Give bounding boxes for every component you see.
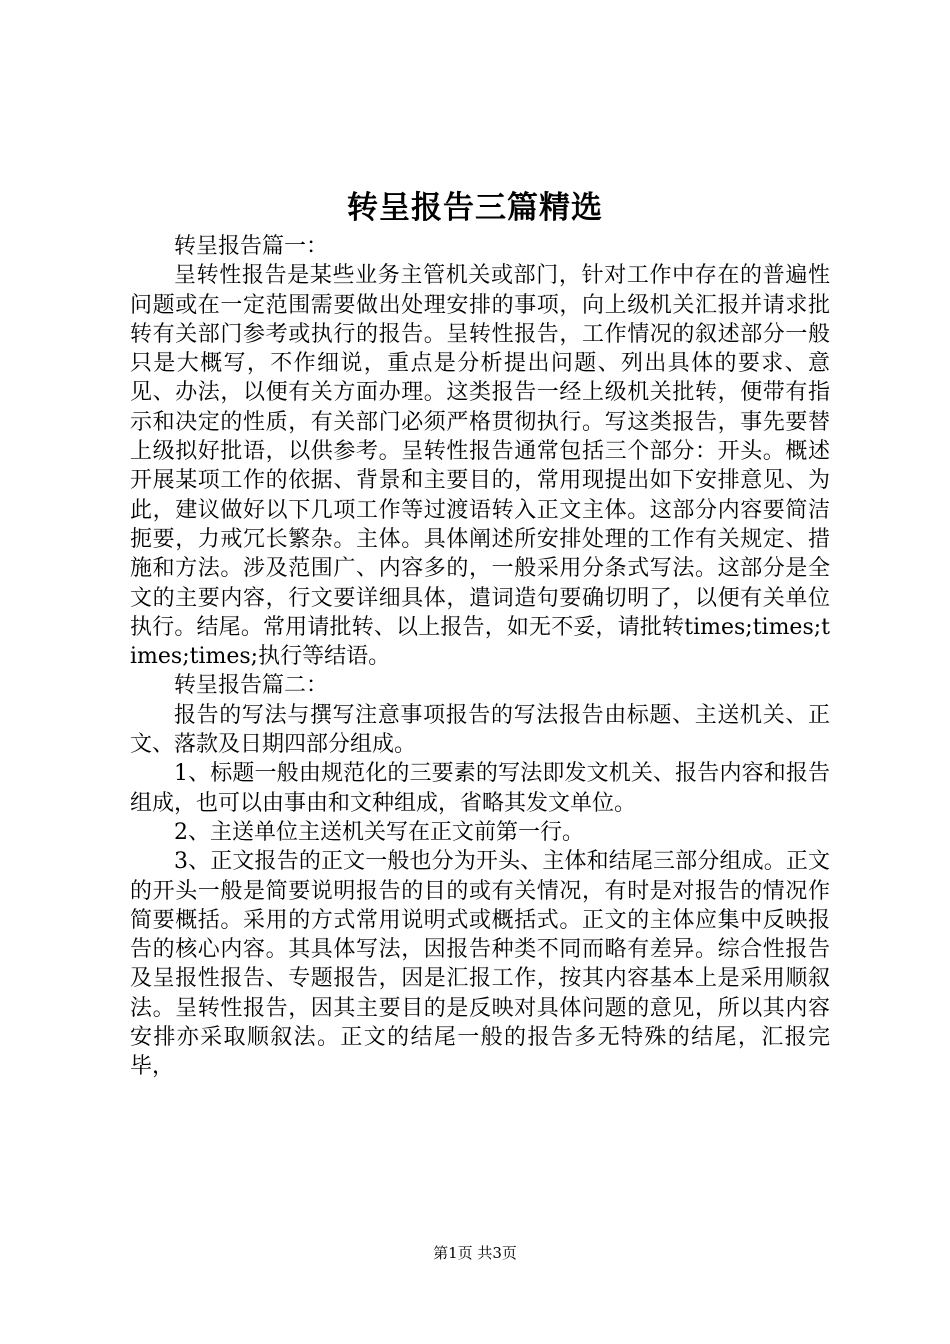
body-paragraph: 2、主送单位主送机关写在正文前第一行。 bbox=[174, 819, 584, 845]
body-paragraph: 3、正文报告的正文一般也分为开头、主体和结尾三部分组成。正文的开头一般是简要说明报告的目的或有关情况，有时是对报告的情况作简要概括。采用的方式常用说明式或概括式。正文的主体应集中反映报告的核心内容。其具体写法，因报告种类不同而略有差异。综合性报告及呈报性报告、专题报告，因是汇报工作，按其内容基本上是采用顺叙法。呈转性报告，因其主要目的是反映对具体问题的意见，所以其内容安排亦采取顺叙法。正文的结尾一般的报告多无特殊的结尾，汇报完毕， bbox=[130, 849, 830, 1080]
body-paragraph: 报告的写法与撰写注意事项报告的写法报告由标题、主送机关、正文、落款及日期四部分组成。 bbox=[130, 702, 830, 758]
document-body bbox=[130, 232, 830, 1082]
body-paragraph: 呈转性报告是某些业务主管机关或部门，针对工作中存在的普遍性问题或在一定范围需要做出处理安排的事项，向上级机关汇报并请求批转有关部门参考或执行的报告。呈转性报告，工作情况的叙述部分一般只是大概写，不作细说，重点是分析提出问题、列出具体的要求、意见、办法，以便有关方面办理。这类报告一经上级机关批转，便带有指示和决定的性质，有关部门必须严格贯彻执行。写这类报告，事先要替上级拟好批语，以供参考。呈转性报告通常包括三个部分：开头。概述开展某项工作的依据、背景和主要目的，常用现提出如下安排意见、为此，建议做好以下几项工作等过渡语转入正文主体。这部分内容要简洁扼要，力戒冗长繁杂。主体。具体阐述所安排处理的工作有关规定、措施和方法。涉及范围广、内容多的，一般采用分条式写法。这部分是全文的主要内容，行文要详细具体，遣词造句要确切明了，以便有关单位执行。结尾。常用请批转、以上报告，如无不妥，请批转times;times;times;times;执行等结语。 bbox=[130, 263, 830, 670]
section-heading-1: 转呈报告篇一： bbox=[174, 234, 329, 259]
page-footer: 第1页 共3页 bbox=[433, 1244, 517, 1262]
page-title: 转呈报告三篇精选 bbox=[347, 190, 603, 226]
body-paragraph: 1、标题一般由规范化的三要素的写法即发文机关、报告内容和报告组成，也可以由事由和文种组成，省略其发文单位。 bbox=[130, 761, 830, 816]
section-heading-2: 转呈报告篇二： bbox=[174, 673, 329, 699]
